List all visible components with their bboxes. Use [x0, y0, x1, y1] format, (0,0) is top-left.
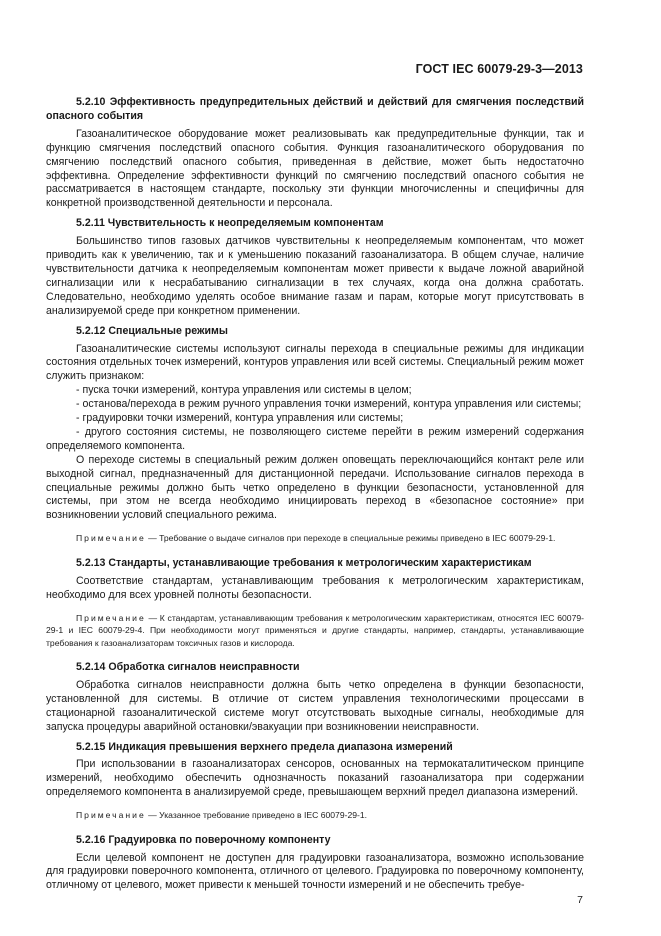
note-text: — К стандартам, устанавливающим требования к метрологическим характеристикам, относятся IEC 60079-29-1 и IEC 60079-29-4. При необходимости могут применяться и другие стандарты, например, стандарты, устанавливающие требования к газоанализаторам токсичных газов и кислорода. [46, 612, 584, 648]
paragraph: Газоаналитическое оборудование может реализовывать как предупредительные функции, так и функцию смягчения последствий опасного события. Функция газоаналитического оборудования по смягчению последствий опасного события, приведенная в действие, может быть недостаточно эффективна. Определение эффективности функций по смягчению последствий опасного события не рассматривается в настоящем стандарте, поскольку эти функции многочисленны и специфичны для конкретной производственной деятельности и персонала. [46, 127, 584, 210]
note [46, 809, 584, 822]
paragraph: Большинство типов газовых датчиков чувствительны к неопределяемым компонентам, что может приводить как к увеличению, так и к уменьшению показаний газоанализатора. В общем случае, наличие чувствительности датчика к неопределяемым компонентам может привести к выдаче ложной аварийной сигнализации или к несрабатыванию сигнализации в тех случаях, когда она должна сработать. Следовательно, необходимо уделять особое внимание газам и парам, которые могут присутствовать в анализируемой среде при конкретном применении. [46, 235, 584, 317]
section-heading: 5.2.13 Стандарты, устанавливающие требования к метрологическим характеристикам [76, 556, 532, 569]
note [46, 532, 584, 545]
list-item: - пуска точки измерений, контура управления или системы в целом; [76, 384, 412, 397]
paragraph: О переходе системы в специальный режим должен оповещать переключающийся контакт реле или выходной сигнал, предназначенный для дистанционной передачи. Использование сигналов перехода в специальные режимы должно быть четко определено в функции безопасности, установленной для системы, при этом не всегда необходимо инициировать переход в «безопасное состояние» при возникновении условий специального режима. [46, 453, 584, 522]
list-item: - другого состояния системы, не позволяющего системе перейти в режим измерений содержания определяемого компонента. [46, 425, 584, 452]
note-text: — Требование о выдаче сигналов при переходе в специальные режимы приведено в IEC 60079-29-1. [145, 533, 556, 544]
note [46, 612, 584, 650]
section-heading: 5.2.14 Обработка сигналов неисправности [76, 661, 300, 673]
page-number: 7 [577, 894, 583, 906]
note-label: Примечание [76, 810, 146, 821]
paragraph: Обработка сигналов неисправности должна быть четко определена в функции безопасности, установленной для системы. В отличие от систем управления технологическими процессами в стационарной газоаналитической системе могут отсутствовать выходные сигналы, необходимые для запуска процедуры аварийной остановки/эвакуации при возникновении неисправности. [46, 678, 584, 733]
section-heading: 5.2.10 Эффективность предупредительных действий и действий для смягчения последствий опасного события [46, 96, 584, 122]
document-header: ГОСТ IEC 60079-29-3—2013 [415, 62, 583, 76]
section-heading: 5.2.12 Специальные режимы [76, 324, 228, 337]
paragraph: Если целевой компонент не доступен для градуировки газоанализатора, возможно использование для градуировки поверочного компонента, отличного от целевого. Градуировка по поверочному компоненту, отличному от целевого, может привести к меньшей точности измерений и не обеспечить требуе- [46, 851, 584, 892]
paragraph: Газоаналитические системы используют сигналы перехода в специальные режимы для индикации состояния отдельных точек измерений, контуров управления или всей системы. Специальный режим может служить признаком: [46, 342, 584, 383]
document-body [46, 96, 584, 893]
paragraph: Соответствие стандартам, устанавливающим требования к метрологическим характеристикам, необходимо для всех уровней полноты безопасности. [46, 574, 584, 601]
paragraph: При использовании в газоанализаторах сенсоров, основанных на термокаталитическом принципе измерений, необходимо обеспечить однозначность показаний газоанализатора при содержании определяемого компонента в анализируемой среде, превышающем верхний предел диапазона измерений. [46, 758, 584, 799]
list-item: - останова/перехода в режим ручного управления точки измерений, контура управления или системы; [76, 398, 582, 411]
section-heading: 5.2.11 Чувствительность к неопределяемым компонентам [76, 217, 384, 230]
note-text: — Указанное требование приведено в IEC 60079-29-1. [145, 810, 368, 821]
section-heading: 5.2.16 Градуировка по поверочному компоненту [76, 833, 331, 846]
note-label: Примечание [76, 612, 146, 623]
note-label: Примечание [76, 533, 146, 544]
list-item: - градуировки точки измерений, контура управления или системы; [76, 412, 404, 425]
section-heading: 5.2.15 Индикация превышения верхнего предела диапазона измерений [76, 740, 453, 753]
